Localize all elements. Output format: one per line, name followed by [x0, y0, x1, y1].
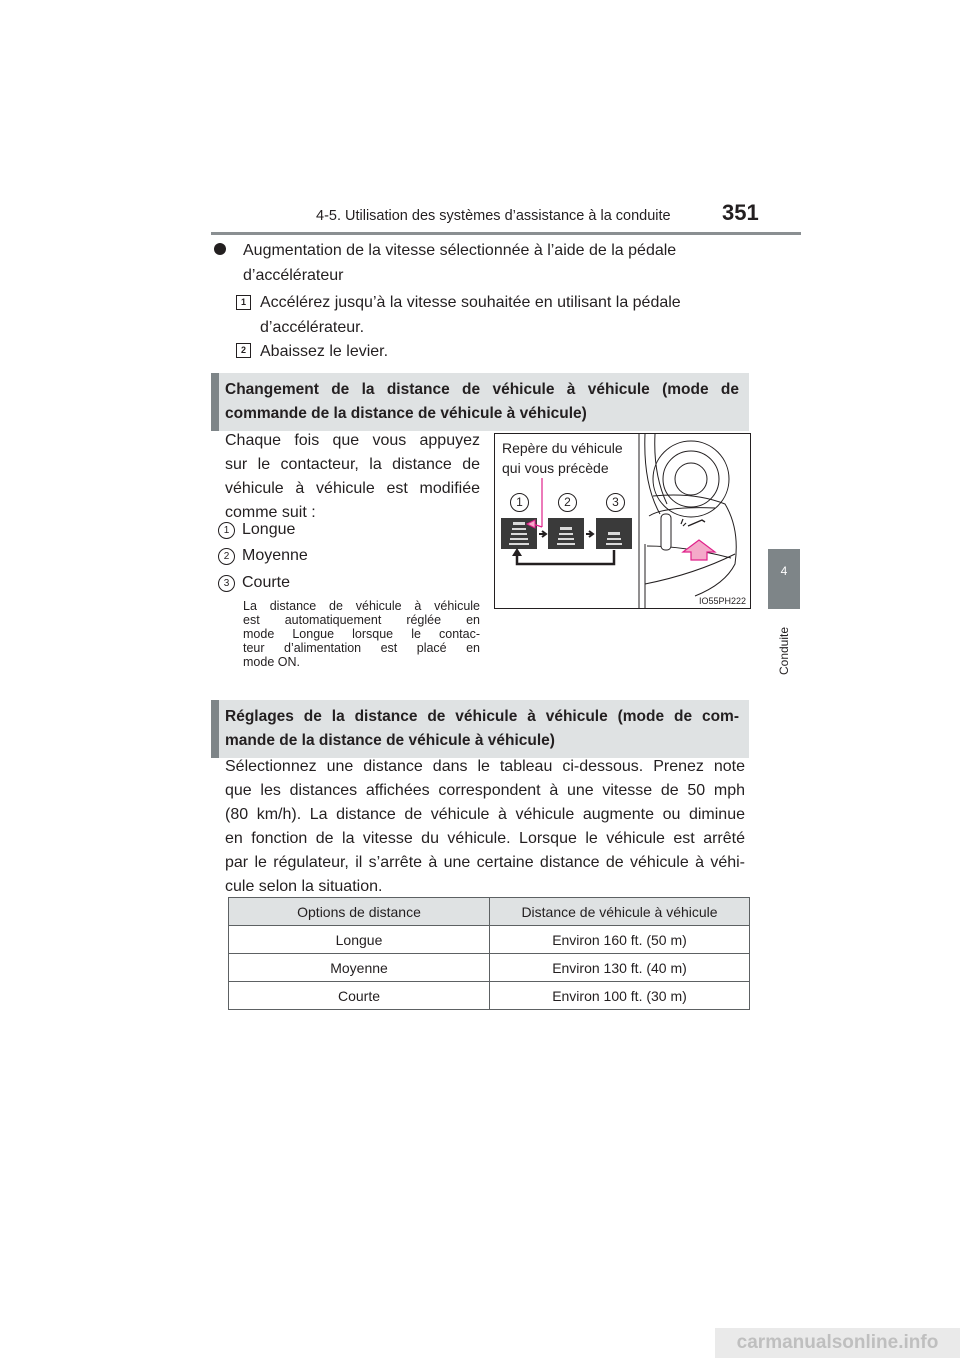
step-text: Abaissez le levier. [260, 343, 389, 360]
figure-number-icon: 1 [510, 493, 529, 512]
running-header: 4-5. Utilisation des systèmes d’assistance à la conduite [316, 208, 671, 224]
body-line: véhicule à véhicule est modifiée [225, 480, 480, 497]
table-header-cell: Options de distance [229, 898, 490, 926]
table-cell: Environ 100 ft. (30 m) [490, 982, 750, 1010]
note-line: mode ON. [243, 655, 300, 669]
figure-number-icon: 2 [558, 493, 577, 512]
note-line: est automatiquement réglée en [243, 613, 480, 627]
distance-table [228, 897, 750, 1010]
section-heading-line: Changement de la distance de véhicule à véhicule (mode de [225, 381, 739, 398]
section-heading-change-distance [211, 373, 749, 431]
bullet-text-line2: d’accélérateur [243, 267, 344, 284]
option-label: Moyenne [242, 547, 308, 564]
option-label: Longue [242, 521, 296, 538]
table-cell: Environ 160 ft. (50 m) [490, 926, 750, 954]
bullet-text-line1: Augmentation de la vitesse sélectionnée à l’aide de la pédale [243, 242, 677, 259]
body-line: que les distances affichées correspondent à une vitesse de 50 mph [225, 782, 745, 799]
note-line: mode Longue lorsque le contac- [243, 627, 480, 641]
body-line: en fonction de la vitesse du véhicule. Lorsque le véhicule est arrêté [225, 830, 745, 847]
body-line: Chaque fois que vous appuyez [225, 432, 480, 449]
figure-label-line: qui vous précède [502, 460, 609, 476]
figure-id: IO55PH222 [698, 596, 746, 606]
table-cell: Moyenne [229, 954, 490, 982]
chapter-tab[interactable]: 4 [768, 549, 800, 609]
option-number-icon: 3 [218, 575, 235, 592]
table-cell: Longue [229, 926, 490, 954]
body-line: sur le contacteur, la distance de [225, 456, 480, 473]
table-header-row [229, 898, 750, 926]
table-row [229, 954, 750, 982]
table-row [229, 982, 750, 1010]
table-cell: Courte [229, 982, 490, 1010]
table-row [229, 926, 750, 954]
distance-switch-figure [494, 433, 751, 609]
note-line: La distance de véhicule à véhicule [243, 599, 480, 613]
body-line: par le régulateur, il s’arrête à une certaine distance de véhicule à véhi- [225, 854, 745, 871]
step-text-cont: d’accélérateur. [260, 319, 365, 336]
step-text: Accélérez jusqu’à la vitesse souhaitée en utilisant la pédale [260, 294, 681, 311]
section-heading-distance-settings [211, 700, 749, 758]
bullet-icon [214, 243, 226, 255]
table-header-cell: Distance de véhicule à véhicule [490, 898, 750, 926]
figure-number-icon: 3 [606, 493, 625, 512]
body-line: (80 km/h). La distance de véhicule à véhicule augmente ou diminue [225, 806, 745, 823]
page-number: 351 [722, 200, 759, 225]
option-label: Courte [242, 574, 291, 591]
table-cell: Environ 130 ft. (40 m) [490, 954, 750, 982]
section-heading-line: commande de la distance de véhicule à véhicule) [225, 405, 587, 422]
section-heading-line: mande de la distance de véhicule à véhicule) [225, 732, 555, 749]
press-arrow-icon [683, 540, 715, 560]
option-number-icon: 2 [218, 548, 235, 565]
figure-label-line: Repère du véhicule [502, 440, 623, 456]
watermark: carmanualsonline.info [715, 1328, 960, 1358]
figure-label [502, 438, 623, 478]
step-number-badge: 2 [236, 343, 251, 358]
chapter-label: Conduite [777, 626, 791, 676]
header-rule [211, 232, 801, 235]
body-line: Sélectionnez une distance dans le tableau ci-dessous. Prenez note [225, 758, 745, 775]
body-line: comme suit : [225, 504, 316, 521]
option-number-icon: 1 [218, 522, 235, 539]
body-line: cule selon la situation. [225, 878, 383, 895]
step-number-badge: 1 [236, 295, 251, 310]
note-line: teur d’alimentation est placé en [243, 641, 480, 655]
section-heading-line: Réglages de la distance de véhicule à véhicule (mode de com- [225, 708, 739, 725]
